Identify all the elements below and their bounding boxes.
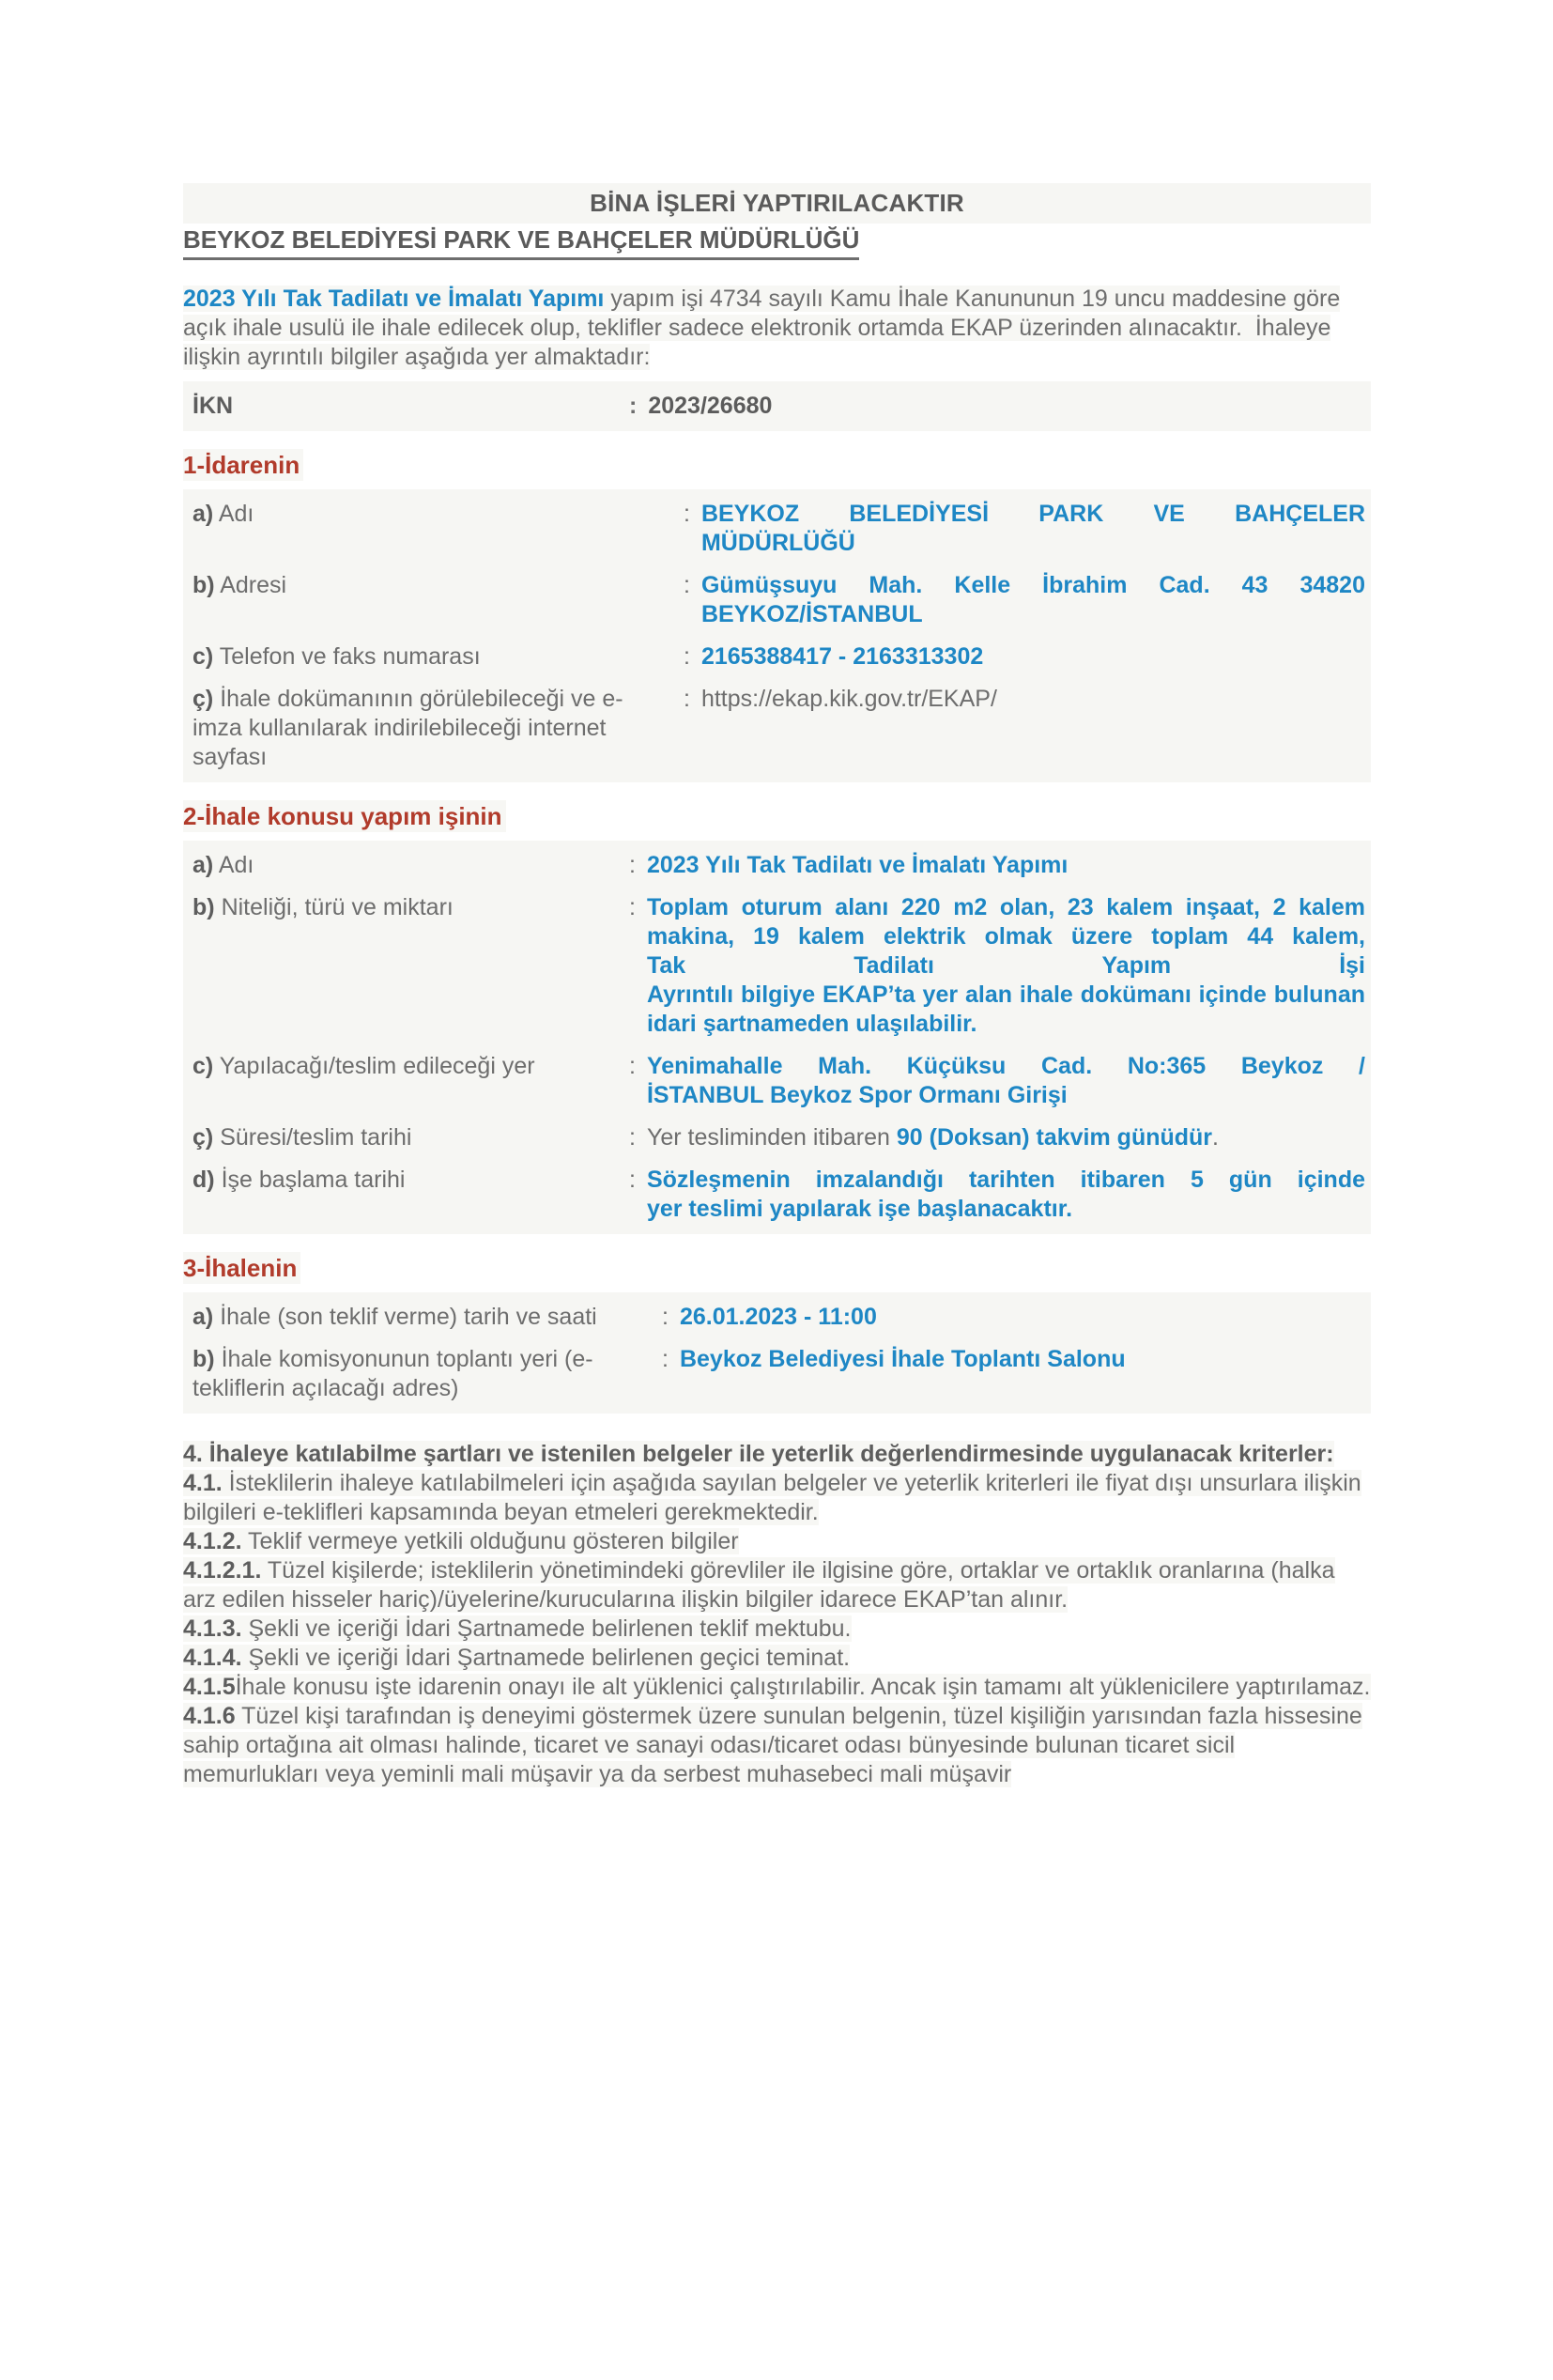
- section-3-heading: 3-İhalenin: [183, 1253, 1371, 1283]
- row-niteligi-turu-miktari: b) Niteliği, türü ve miktarı : Toplam oturum alanı 220 m2 olan, 23 kalem inşaat, 2 kalem makina, 19 kalem elektrik olmak üzere toplam 44 kalem, Tak Tadilatı Yapım İşi Ayrıntılı bilgiye EKAP’ta yer alan ihale dokümanı içinde bulunan idari şartnameden ulaşılabilir.: [192, 894, 1365, 1037]
- row-yapilacagi-yer: c) Yapılacağı/teslim edileceği yer : Yenimahalle Mah. Küçüksu Cad. No:365 Beykoz / İSTANBUL Beykoz Spor Ormanı Girişi: [192, 1053, 1365, 1108]
- duration-value: 90 (Doksan) takvim günüdür: [896, 1124, 1213, 1151]
- row-label: Adı: [218, 852, 254, 878]
- section-1-heading: 1-İdarenin: [183, 450, 1371, 480]
- section-1-table: [183, 489, 1371, 782]
- row-value: Sözleşmenin imzalandığı tarihten itibaren 5 gün içinde yer teslimi yapılarak işe başlanacaktır.: [646, 1167, 1365, 1222]
- row-is-adi: a) Adı : 2023 Yılı Tak Tadilatı ve İmalatı Yapımı: [192, 851, 1365, 880]
- row-label: Niteliği, türü ve miktarı: [221, 894, 454, 920]
- row-idare-adresi: b) Adresi : Gümüşsuyu Mah. Kelle İbrahim Cad. 43 34820 BEYKOZ/İSTANBUL: [192, 572, 1365, 627]
- tender-name: 2023 Yılı Tak Tadilatı ve İmalatı Yapımı: [183, 286, 605, 312]
- colon: :: [684, 686, 690, 712]
- org-title-text: BEYKOZ BELEDİYESİ PARK VE BAHÇELER MÜDÜRLÜĞÜ: [183, 225, 859, 260]
- row-komisyon-toplanti-yeri: b) İhale komisyonunun toplantı yeri (e-tekliflerin açılacağı adres) : Beykoz Belediyesi İhale Toplantı Salonu: [192, 1345, 1365, 1403]
- row-label: Adı: [218, 501, 254, 527]
- clause-4-1-3: 4.1.3. Şekli ve içeriği İdari Şartnamede belirlenen teklif mektubu.: [183, 1615, 852, 1642]
- colon: :: [684, 643, 690, 670]
- document-title: BİNA İŞLERİ YAPTIRILACAKTIR: [183, 183, 1371, 224]
- ekap-url: https://ekap.kik.gov.tr/EKAP/: [700, 686, 997, 712]
- intro-text: yapım işi 4734 sayılı Kamu İhale Kanununun 19 uncu maddesine göre açık ihale usulü ile ihale edilecek olup, teklifler sadece elektronik ortamda EKAP üzerinden alınacaktır. İhaleye ilişkin ayrıntılı bilgiler aşağıda yer almaktadır:: [183, 286, 1341, 370]
- row-idare-adi: a) Adı : BEYKOZ BELEDİYESİ PARK VE BAHÇELER MÜDÜRLÜĞÜ: [192, 501, 1365, 556]
- ikn-row: [192, 392, 1365, 421]
- section-2-table: [183, 841, 1371, 1234]
- colon: :: [629, 894, 636, 920]
- row-suresi-teslim-tarihi: ç) Süresi/teslim tarihi : Yer tesliminden itibaren 90 (Doksan) takvim günüdür.: [192, 1123, 1365, 1152]
- intro-paragraph: [183, 285, 1371, 372]
- clause-4-1-2-1: 4.1.2.1. Tüzel kişilerde; isteklilerin yönetimindeki görevliler ile ilgisine göre, ortaklar ve ortaklık oranlarına (halka arz edilen hisseler hariç)/üyelerine/kurucularına ilişkin bilgiler idarece EKAP’tan alınır.: [183, 1557, 1335, 1613]
- colon: :: [629, 852, 636, 878]
- ikn-table: [183, 381, 1371, 431]
- colon: :: [629, 393, 638, 419]
- clause-4: 4. İhaleye katılabilme şartları ve istenilen belgeler ile yeterlik değerlendirmesinde uygulanacak kriterler:: [183, 1441, 1334, 1467]
- row-value: BEYKOZ BELEDİYESİ PARK VE BAHÇELER MÜDÜRLÜĞÜ: [700, 501, 1365, 556]
- clause-4-1-2: 4.1.2. Teklif vermeye yetkili olduğunu gösteren bilgiler: [183, 1528, 739, 1554]
- row-label: İhale (son teklif verme) tarih ve saati: [220, 1304, 597, 1330]
- row-label: İhale dokümanının görülebileceği ve e-imza kullanılarak indirilebileceği internet sayfası: [192, 686, 623, 770]
- section-4-conditions: [183, 1440, 1371, 1789]
- row-label: Süresi/teslim tarihi: [220, 1124, 412, 1151]
- section-3-table: [183, 1292, 1371, 1414]
- row-value: Gümüşsuyu Mah. Kelle İbrahim Cad. 43 34820 BEYKOZ/İSTANBUL: [700, 572, 1365, 627]
- row-ihale-tarih-saat: a) İhale (son teklif verme) tarih ve saati : 26.01.2023 - 11:00: [192, 1303, 1365, 1332]
- row-ihale-dokumani-internet: ç) İhale dokümanının görülebileceği ve e-imza kullanılarak indirilebileceği internet sayfası : https://ekap.kik.gov.tr/EKAP/: [192, 685, 1365, 772]
- colon: :: [684, 501, 690, 527]
- row-value: Yer tesliminden itibaren 90 (Doksan) takvim günüdür.: [646, 1124, 1219, 1151]
- org-title: [183, 225, 1371, 260]
- colon: :: [684, 572, 690, 598]
- clause-4-1-5: 4.1.5İhale konusu işte idarenin onayı ile alt yüklenici çalıştırılabilir. Ancak işin tamamı alt yüklenicilere yaptırılamaz.: [183, 1674, 1371, 1700]
- ikn-label: İKN: [192, 393, 234, 419]
- row-value: 2023 Yılı Tak Tadilatı ve İmalatı Yapımı: [646, 852, 1069, 878]
- row-ise-baslama-tarihi: d) İşe başlama tarihi : Sözleşmenin imzalandığı tarihten itibaren 5 gün içinde yer teslimi yapılarak işe başlanacaktır.: [192, 1167, 1365, 1222]
- meeting-place: Beykoz Belediyesi İhale Toplantı Salonu: [679, 1346, 1126, 1372]
- colon: :: [629, 1124, 636, 1151]
- row-value: 2165388417 - 2163313302: [700, 643, 984, 670]
- section-2-heading: 2-İhale konusu yapım işinin: [183, 801, 1371, 831]
- row-value: Yenimahalle Mah. Küçüksu Cad. No:365 Beykoz / İSTANBUL Beykoz Spor Ormanı Girişi: [646, 1053, 1365, 1108]
- row-label: Adresi: [220, 572, 287, 598]
- clause-4-1: 4.1. İsteklilerin ihaleye katılabilmeleri için aşağıda sayılan belgeler ve yeterlik kriterleri ile fiyat dışı unsurlara ilişkin bilgileri e-teklifleri kapsamında beyan etmeleri gerekmektedir.: [183, 1470, 1361, 1525]
- row-label: İşe başlama tarihi: [221, 1167, 406, 1193]
- clause-4-1-4: 4.1.4. Şekli ve içeriği İdari Şartnamede belirlenen geçici teminat.: [183, 1645, 851, 1671]
- colon: :: [629, 1167, 636, 1193]
- row-label: Yapılacağı/teslim edileceği yer: [219, 1053, 535, 1079]
- colon: :: [662, 1346, 669, 1372]
- clause-4-1-6: 4.1.6 Tüzel kişi tarafından iş deneyimi göstermek üzere sunulan belgenin, tüzel kişiliğin yarısından fazla hissesine sahip ortağına ait olması halinde, ticaret ve sanayi odası/ticaret odası bünyesinde bulunan ticaret sicil memurlukları veya yeminli mali müşavir ya da serbest muhasebeci mali müşavir: [183, 1703, 1362, 1787]
- tender-document: [183, 183, 1371, 1789]
- row-value: Toplam oturum alanı 220 m2 olan, 23 kalem inşaat, 2 kalem makina, 19 kalem elektrik olmak üzere toplam 44 kalem, Tak Tadilatı Yapım İşi Ayrıntılı bilgiye EKAP’ta yer alan ihale dokümanı içinde bulunan idari şartnameden ulaşılabilir.: [646, 894, 1365, 1037]
- tender-datetime: 26.01.2023 - 11:00: [679, 1304, 877, 1330]
- row-label: Telefon ve faks numarası: [219, 643, 481, 670]
- row-telefon-faks: c) Telefon ve faks numarası : 2165388417 - 2163313302: [192, 642, 1365, 672]
- ikn-value: 2023/26680: [648, 393, 773, 419]
- row-label: İhale komisyonunun toplantı yeri (e-tekliflerin açılacağı adres): [192, 1346, 593, 1401]
- colon: :: [662, 1304, 669, 1330]
- colon: :: [629, 1053, 636, 1079]
